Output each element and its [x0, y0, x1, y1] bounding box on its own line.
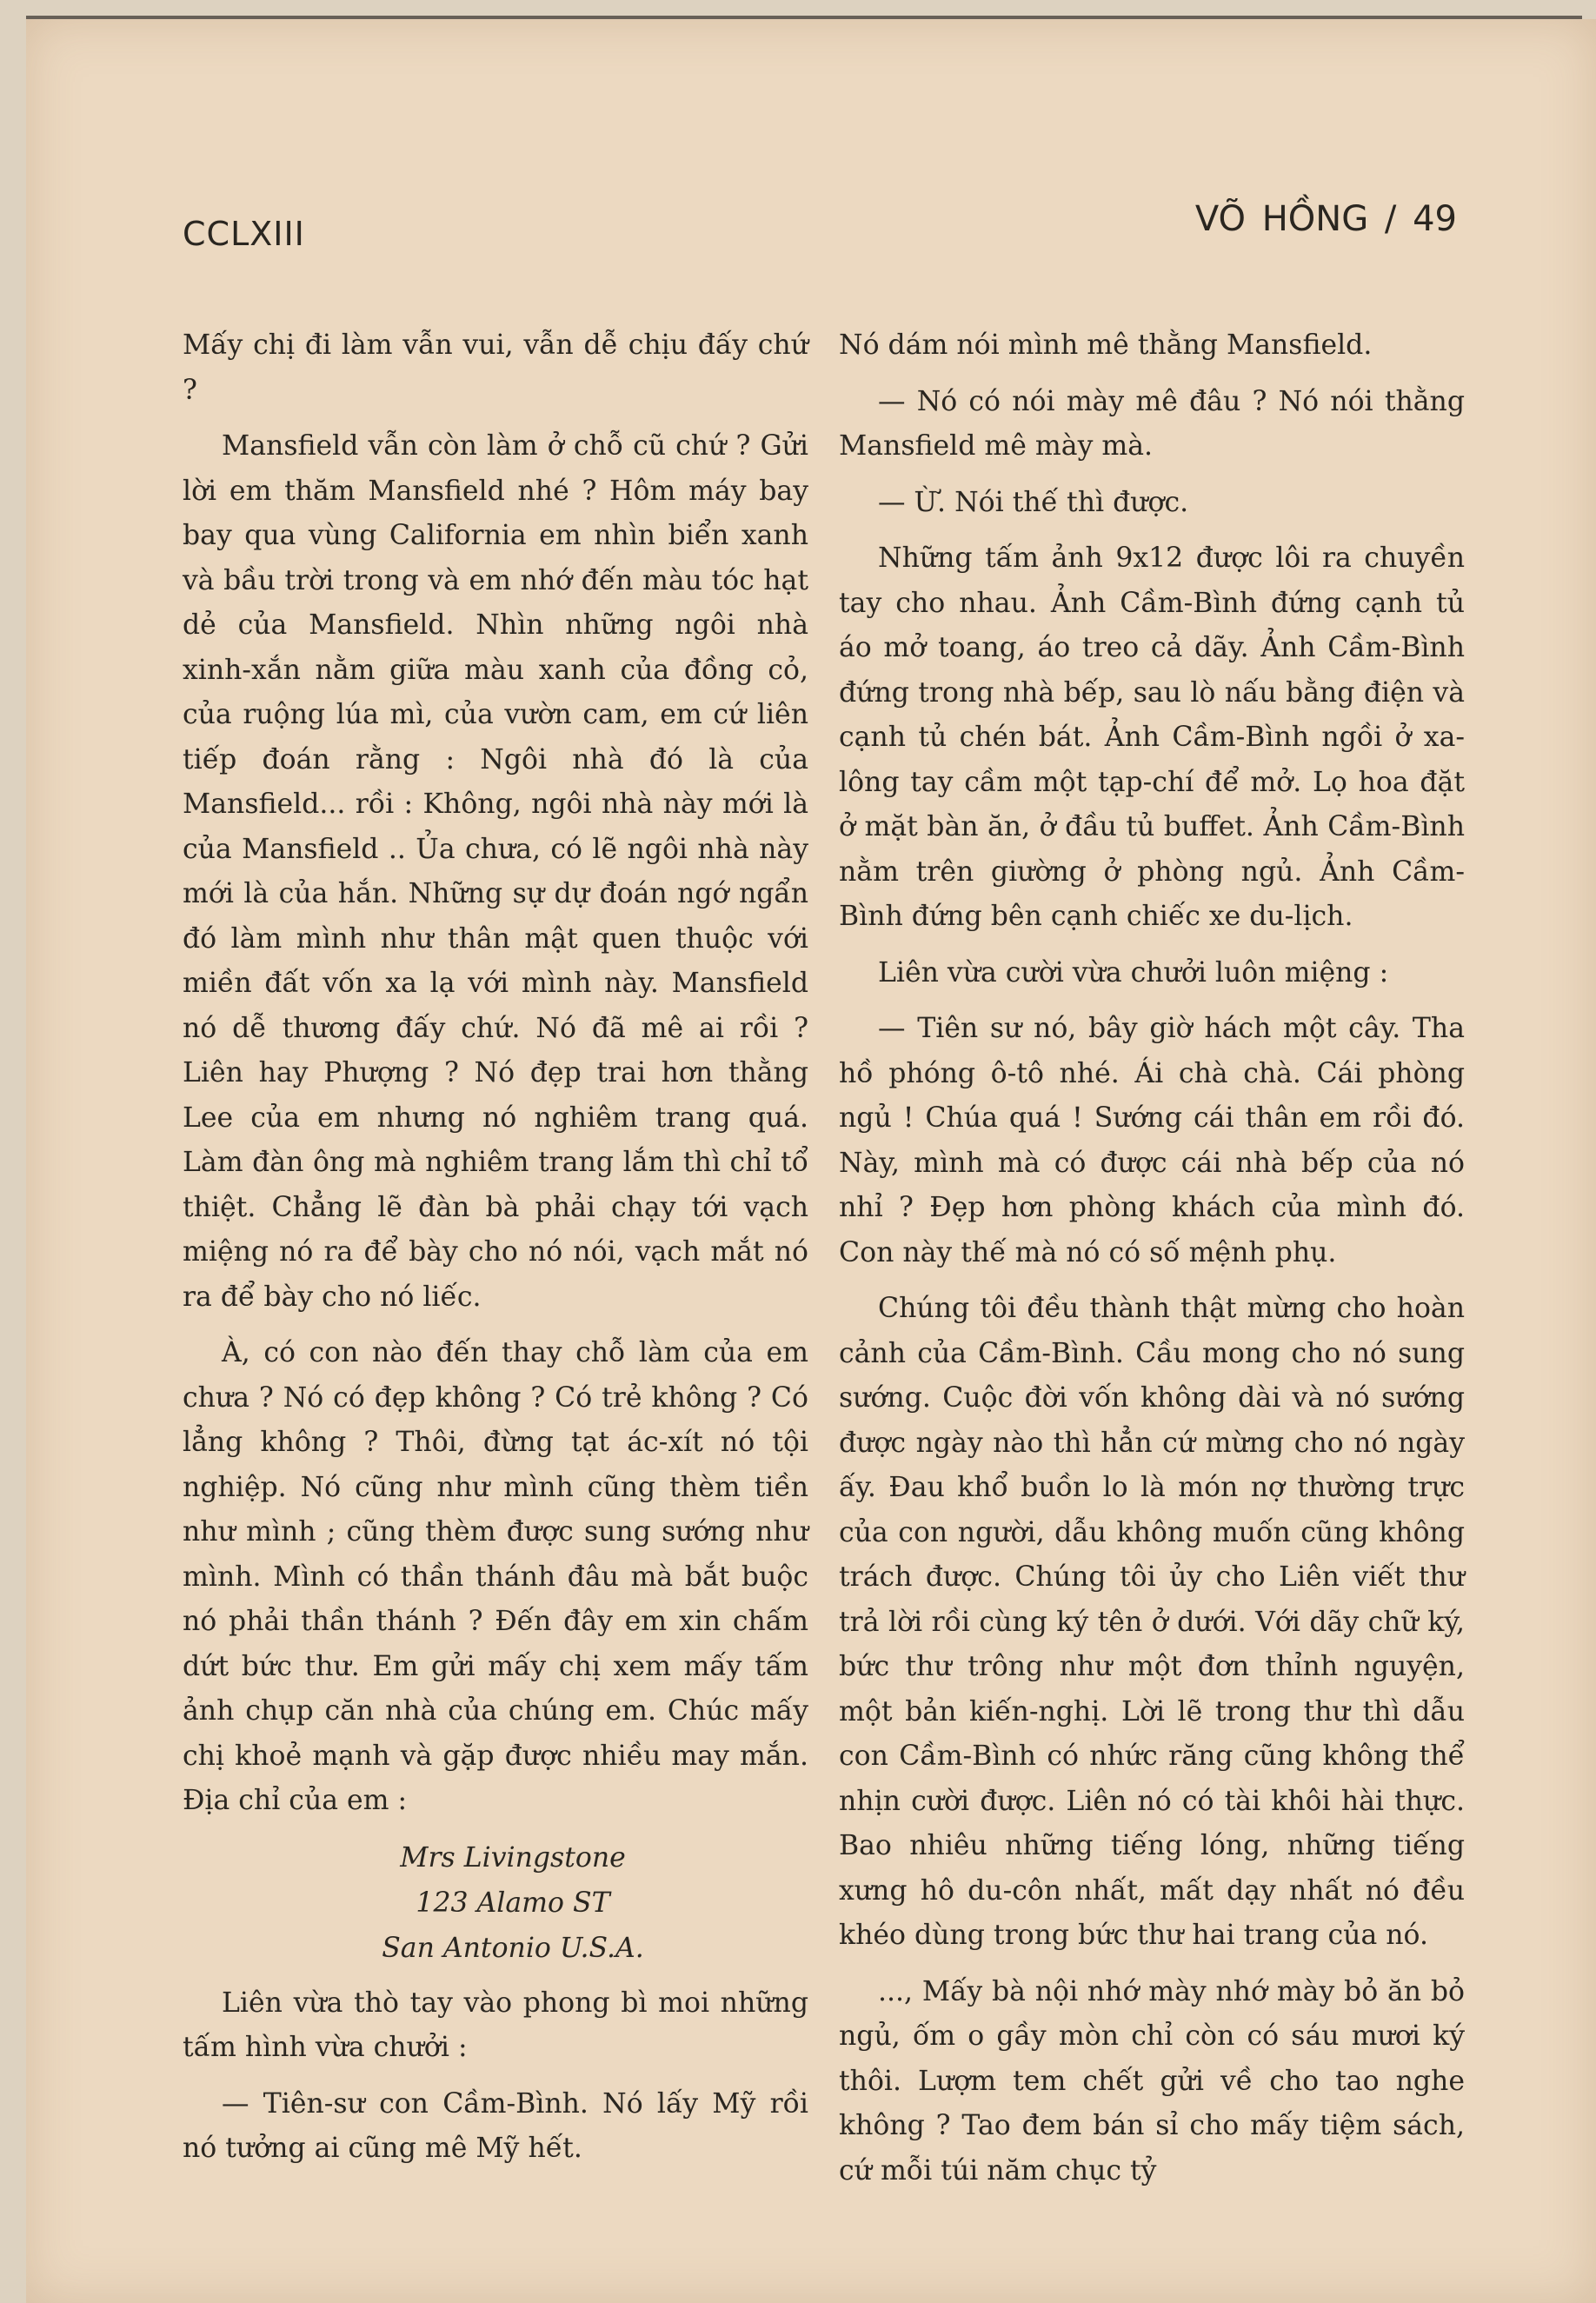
author-page-number: VÕ HỒNG / 49	[1194, 199, 1457, 239]
paragraph: Mansfield vẫn còn làm ở chỗ cũ chứ ? Gửi lời em thăm Mansfield nhé ? Hôm máy bay bay qua vùng California em nhìn biển xanh và bầu trời trong và em nhớ đến màu tóc hạt dẻ của Mansfield. Nhìn những ngôi nhà xinh-xắn nằm giữa màu xanh của đồng cỏ, của ruộng lúa mì, của vườn cam, em cứ liên tiếp đoán rằng : Ngôi nhà đó là của Mansfield... rồi : Không, ngôi nhà này mới là của Mansfield .. Ủa chưa, có lẽ ngôi nhà này mới là của hắn. Những sự dự đoán ngớ ngẩn đó làm mình như thân mật quen thuộc với miền đất vốn xa lạ với mình này. Mansfield nó dễ thương đấy chứ. Nó đã mê ai rồi ? Liên hay Phượng ? Nó đẹp trai hơn thằng Lee của em nhưng nó nghiêm trang quá. Làm đàn ông mà nghiêm trang lắm thì chỉ tổ thiệt. Chẳng lẽ đàn bà phải chạy tới vạch miệng nó ra để bày cho nó nói, vạch mắt nó ra để bày cho nó liếc.	[183, 430, 808, 1313]
paragraph: Những tấm ảnh 9x12 được lôi ra chuyền tay cho nhau. Ảnh Cầm-Bình đứng cạnh tủ áo mở toang, áo treo cả dãy. Ảnh Cầm-Bình đứng trong nhà bếp, sau lò nấu bằng điện và cạnh tủ chén bát. Ảnh Cầm-Bình ngồi ở xa-lông tay cầm một tạp-chí để mở. Lọ hoa đặt ở mặt bàn ăn, ở đầu tủ buffet. Ảnh Cầm-Bình nằm trên giường ở phòng ngủ. Ảnh Cầm-Bình đứng bên cạnh chiếc xe du-lịch.	[839, 542, 1465, 932]
paragraph: Mấy chị đi làm vẫn vui, vẫn dễ chịu đấy chứ ?	[183, 329, 808, 406]
address-line: San Antonio U.S.A.	[382, 1932, 644, 1964]
paragraph: — Nó có nói mày mê đâu ? Nó nói thằng Mansfield mê mày mà.	[839, 385, 1465, 462]
paragraph: Liên vừa thò tay vào phong bì moi những tấm hình vừa chưởi :	[183, 1987, 808, 2063]
paragraph: À, có con nào đến thay chỗ làm của em chưa ? Nó có đẹp không ? Có trẻ không ? Có lẳng không ? Thôi, đừng tạt ác-xít nó tội nghiệp. Nó cũng như mình cũng thèm tiền như mình ; cũng thèm được sung sướng như mình. Mình có thần thánh đâu mà bắt buộc nó phải thần thánh ? Đến đây em xin chấm dứt bức thư. Em gửi mấy chị xem mấy tấm ảnh chụp căn nhà của chúng em. Chúc mấy chị khoẻ mạnh và gặp được nhiều may mắn. Địa chỉ của em :	[183, 1337, 808, 1816]
address-block	[183, 1835, 808, 1971]
paragraph: Chúng tôi đều thành thật mừng cho hoàn cảnh của Cầm-Bình. Cầu mong cho nó sung sướng. Cuộc đời vốn không dài và nó sướng được ngày nào thì hẳn cứ mừng cho nó ngày ấy. Đau khổ buồn lo là món nợ thường trực của con người, dẫu không muốn cũng không trách được. Chúng tôi ủy cho Liên viết thư trả lời rồi cùng ký tên ở dưới. Với dãy chữ ký, bức thư trông như một đơn thỉnh nguyện, một bản kiến-nghị. Lời lẽ trong thư thì dẫu con Cầm-Bình có nhức răng cũng không thể nhịn cười được. Liên nó có tài khôi hài thực. Bao nhiêu những tiếng lóng, những tiếng xưng hô du-côn nhất, mất dạy nhất nó đều khéo dùng trong bức thư hai trang của nó.	[839, 1293, 1465, 1951]
paragraph: ..., Mấy bà nội nhớ mày nhớ mày bỏ ăn bỏ ngủ, ốm o gầy mòn chỉ còn có sáu mươi ký thôi. Lượm tem chết gửi về cho tao nghe không ? Tao đem bán sỉ cho mấy tiệm sách, cứ mỗi túi năm chục tỷ	[839, 1975, 1465, 2187]
chapter-number: CCLXIII	[183, 215, 305, 253]
address-line: Mrs Livingstone	[400, 1841, 626, 1874]
left-column	[183, 323, 808, 2183]
paragraph: — Tiên-sư con Cầm-Bình. Nó lấy Mỹ rồi nó tưởng ai cũng mê Mỹ hết.	[183, 2087, 808, 2164]
paragraph: Liên vừa cười vừa chưởi luôn miệng :	[878, 956, 1389, 988]
paragraph: — Ừ. Nói thế thì được.	[878, 486, 1189, 518]
right-column	[839, 323, 1465, 2205]
address-line: 123 Alamo ST	[416, 1887, 610, 1919]
paragraph: — Tiên sư nó, bây giờ hách một cây. Tha hồ phóng ô-tô nhé. Ái chà chà. Cái phòng ngủ ! Chúa quá ! Sướng cái thân em rồi đó. Này, mình mà có được cái nhà bếp của nó nhỉ ? Đẹp hơn phòng khách của mình đó. Con này thế mà nó có số mệnh phụ.	[839, 1013, 1465, 1268]
page-header	[183, 196, 1457, 253]
paragraph: Nó dám nói mình mê thằng Mansfield.	[839, 329, 1373, 361]
